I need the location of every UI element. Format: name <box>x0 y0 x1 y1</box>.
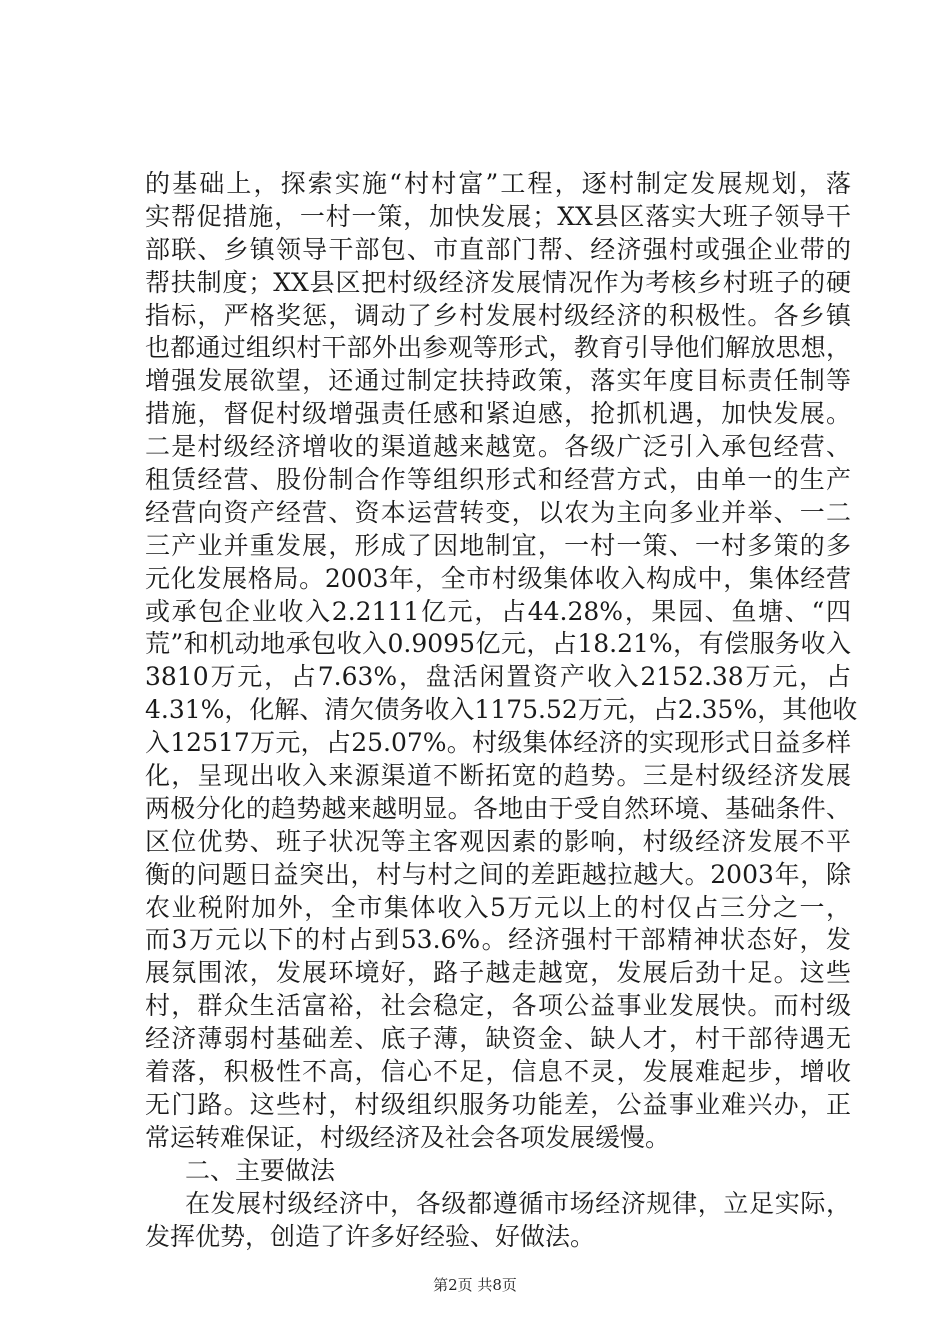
section-heading: 二、主要做法 <box>185 1155 336 1185</box>
text-line: 二是村级经济增收的渠道越来越宽。各级广泛引入承包经营、 <box>145 432 851 462</box>
text-line: 增强发展欲望，还通过制定扶持政策，落实年度目标责任制等 <box>145 366 851 396</box>
body-text <box>145 168 858 1253</box>
text-line: 村，群众生活富裕，社会稳定，各项公益事业发展快。而村级 <box>145 991 851 1021</box>
text-line: 无门路。这些村，村级组织服务功能差，公益事业难兴办，正 <box>145 1089 851 1119</box>
text-line: 部联、乡镇领导干部包、市直部门帮、经济强村或强企业带的 <box>145 234 851 264</box>
text-line: 措施，督促村级增强责任感和紧迫感，抢抓机遇，加快发展。 <box>145 399 851 429</box>
text-line: 入12517万元，占25.07%。村级集体经济的实现形式日益多样 <box>145 728 851 758</box>
text-line: 帮扶制度；XX县区把村级经济发展情况作为考核乡村班子的硬 <box>145 267 851 297</box>
text-line: 指标，严格奖惩，调动了乡村发展村级经济的积极性。各乡镇 <box>145 300 851 330</box>
text-line: 两极分化的趋势越来越明显。各地由于受自然环境、基础条件、 <box>145 793 851 823</box>
text-line: 在发展村级经济中，各级都遵循市场经济规律，立足实际， <box>185 1188 851 1218</box>
text-line: 发挥优势，创造了许多好经验、好做法。 <box>145 1221 596 1251</box>
text-line: 展氛围浓，发展环境好，路子越走越宽，发展后劲十足。这些 <box>145 958 851 988</box>
text-line: 实帮促措施，一村一策，加快发展；XX县区落实大班子领导干 <box>145 201 851 231</box>
text-line: 荒”和机动地承包收入0.9095亿元，占18.21%，有偿服务收入 <box>145 629 851 659</box>
text-line: 3810万元，占7.63%，盘活闲置资产收入2152.38万元，占 <box>145 662 851 692</box>
text-line: 区位优势、班子状况等主客观因素的影响，村级经济发展不平 <box>145 826 851 856</box>
text-line: 也都通过组织村干部外出参观等形式，教育引导他们解放思想， <box>145 333 851 363</box>
text-line: 经营向资产经营、资本运营转变，以农为主向多业并举、一二 <box>145 497 851 527</box>
text-line: 农业税附加外，全市集体收入5万元以上的村仅占三分之一， <box>145 892 851 922</box>
text-line: 三产业并重发展，形成了因地制宜，一村一策、一村多策的多 <box>145 530 851 560</box>
text-line: 着落，积极性不高，信心不足，信息不灵，发展难起步，增收 <box>145 1057 851 1087</box>
text-line: 化，呈现出收入来源渠道不断拓宽的趋势。三是村级经济发展 <box>145 761 851 791</box>
text-line: 或承包企业收入2.2111亿元，占44.28%，果园、鱼塘、“四 <box>145 596 851 626</box>
text-line: 元化发展格局。2003年，全市村级集体收入构成中，集体经营 <box>145 563 851 593</box>
text-line: 经济薄弱村基础差、底子薄，缺资金、缺人才，村干部待遇无 <box>145 1024 851 1054</box>
text-line: 衡的问题日益突出，村与村之间的差距越拉越大。2003年，除 <box>145 859 851 889</box>
text-line: 4.31%，化解、清欠债务收入1175.52万元，占2.35%，其他收 <box>145 695 858 725</box>
page-number-footer: 第2页 共8页 <box>433 1276 517 1294</box>
text-line: 常运转难保证，村级经济及社会各项发展缓慢。 <box>145 1122 671 1152</box>
text-line: 的基础上，探索实施“村村富”工程，逐村制定发展规划，落 <box>145 169 851 198</box>
text-line: 租赁经营、股份制合作等组织形式和经营方式，由单一的生产 <box>145 465 851 495</box>
text-line: 而3万元以下的村占到53.6%。经济强村干部精神状态好，发 <box>145 925 851 955</box>
